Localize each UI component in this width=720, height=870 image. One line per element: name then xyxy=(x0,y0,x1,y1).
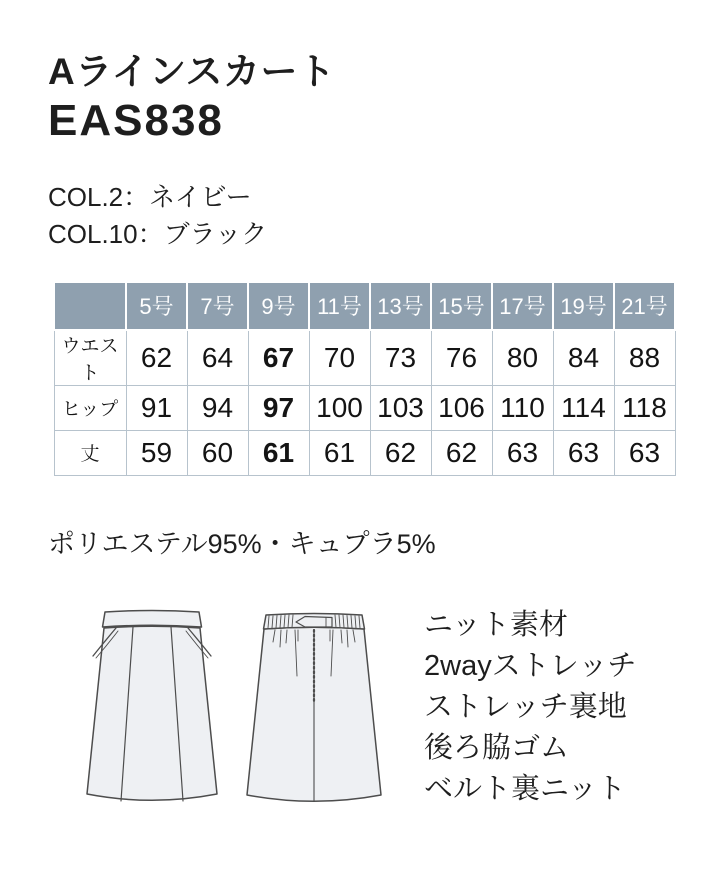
table-cell: 73 xyxy=(370,330,431,386)
table-cell: 106 xyxy=(431,385,492,430)
table-cell: 103 xyxy=(370,385,431,430)
color-option-black: COL.10：ブラック xyxy=(48,218,268,249)
table-cell: 62 xyxy=(370,430,431,475)
size-table-header xyxy=(54,282,675,330)
table-cell: 100 xyxy=(309,385,370,430)
table-cell: 62 xyxy=(431,430,492,475)
table-cell: 60 xyxy=(187,430,248,475)
table-cell: 76 xyxy=(431,330,492,386)
table-cell: 80 xyxy=(492,330,553,386)
table-cell: 64 xyxy=(187,330,248,386)
skirt-back-illustration xyxy=(238,601,390,813)
row-label: ヒップ xyxy=(54,385,126,430)
table-cell: 91 xyxy=(126,385,187,430)
table-cell: 63 xyxy=(614,430,675,475)
size-col-header: 5号 xyxy=(126,282,187,330)
table-cell: 61 xyxy=(248,430,309,475)
feature-item: ニット素材 xyxy=(424,608,568,641)
row-label: 丈 xyxy=(54,430,126,475)
table-row-hip xyxy=(54,385,675,430)
skirt-front-illustration xyxy=(76,601,228,813)
product-title: Aラインスカート xyxy=(48,51,336,92)
feature-item: ストレッチ裏地 xyxy=(424,690,627,723)
feature-list xyxy=(424,605,636,810)
table-cell: 61 xyxy=(309,430,370,475)
feature-item: 2wayストレッチ xyxy=(424,649,637,682)
row-label: ウエスト xyxy=(54,330,126,386)
size-table-corner-cell xyxy=(54,282,126,330)
color-options xyxy=(48,179,720,253)
feature-item: 後ろ脇ゴム xyxy=(424,731,570,764)
table-cell: 88 xyxy=(614,330,675,386)
size-col-header: 9号 xyxy=(248,282,309,330)
size-col-header: 7号 xyxy=(187,282,248,330)
size-table-header-row xyxy=(54,282,675,330)
color-option-navy: COL.2：ネイビー xyxy=(48,181,252,212)
size-col-header: 21号 xyxy=(614,282,675,330)
table-row-length xyxy=(54,430,675,475)
product-code: EAS838 xyxy=(48,95,224,145)
table-cell: 94 xyxy=(187,385,248,430)
table-cell: 67 xyxy=(248,330,309,386)
skirt-illustrations xyxy=(76,601,390,813)
table-cell: 59 xyxy=(126,430,187,475)
table-cell: 70 xyxy=(309,330,370,386)
table-row-waist xyxy=(54,330,675,386)
size-col-header: 15号 xyxy=(431,282,492,330)
feature-item: ベルト裏ニット xyxy=(424,772,626,805)
material-composition: ポリエステル95%・キュプラ5% xyxy=(48,528,436,559)
table-cell: 84 xyxy=(553,330,614,386)
size-table xyxy=(53,281,676,476)
size-col-header: 11号 xyxy=(309,282,370,330)
table-cell: 63 xyxy=(553,430,614,475)
table-cell: 114 xyxy=(553,385,614,430)
size-col-header: 13号 xyxy=(370,282,431,330)
size-col-header: 19号 xyxy=(553,282,614,330)
size-col-header: 17号 xyxy=(492,282,553,330)
table-cell: 97 xyxy=(248,385,309,430)
table-cell: 63 xyxy=(492,430,553,475)
table-cell: 110 xyxy=(492,385,553,430)
detail-section xyxy=(48,601,720,813)
table-cell: 62 xyxy=(126,330,187,386)
table-cell: 118 xyxy=(614,385,675,430)
